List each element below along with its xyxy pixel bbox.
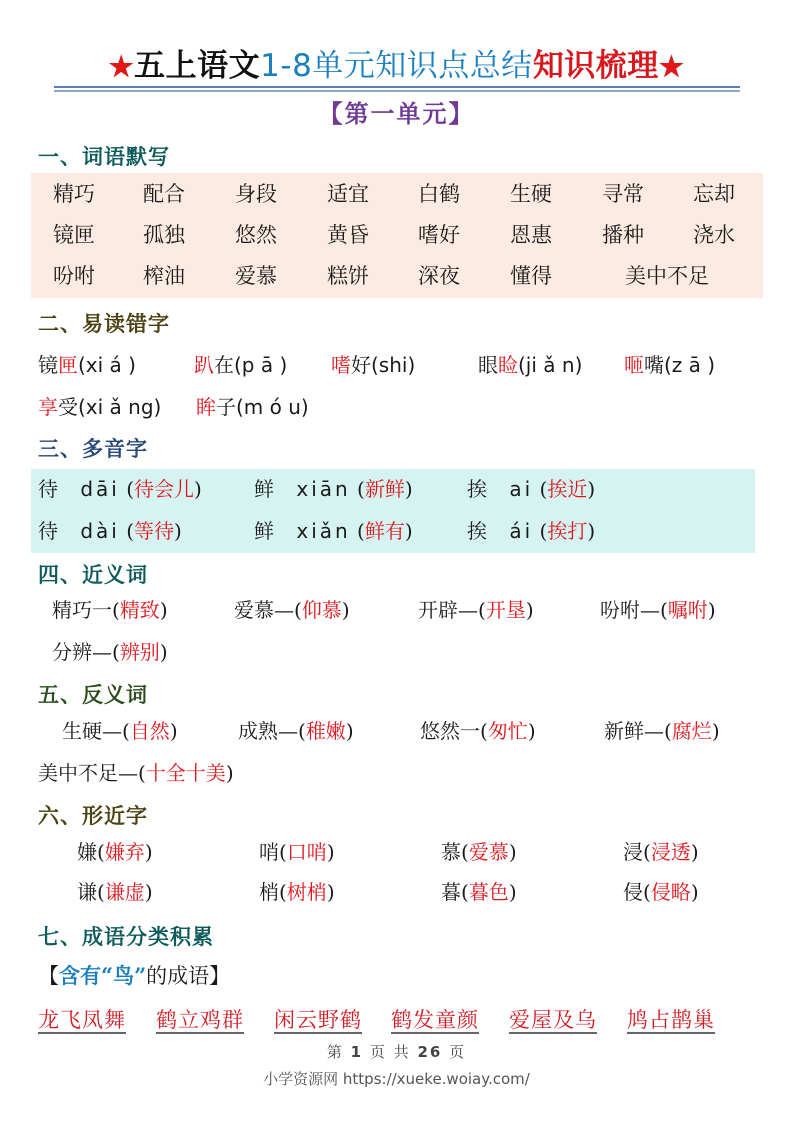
polyphone-char: 挨 xyxy=(467,477,487,501)
misread-item xyxy=(38,350,136,380)
page-label: 页 共 xyxy=(369,1043,411,1061)
vocab-word: 精巧 xyxy=(53,182,95,206)
page-indicator xyxy=(0,1041,793,1062)
vocab-word: 浇水 xyxy=(693,223,735,247)
vocab-word: 忘却 xyxy=(693,182,735,206)
page-label: 页 xyxy=(449,1043,467,1061)
synonym-word: 开辟— xyxy=(418,598,478,622)
vocab-word: 恩惠 xyxy=(510,223,552,247)
misread-pinyin: (z ā ) xyxy=(664,353,716,377)
vocab-word: 糕饼 xyxy=(327,264,369,288)
similar-char-word: 谦虚 xyxy=(104,880,145,904)
misread-pinyin: (shi) xyxy=(371,353,416,377)
antonym-item: 生硬—(自然) xyxy=(62,719,178,743)
vocab-word: 孤独 xyxy=(143,223,185,247)
misread-item xyxy=(38,392,161,422)
idiom: 鹤立鸡群 xyxy=(156,1008,244,1032)
synonym-answer: 辨别 xyxy=(119,640,160,664)
polyphone-word: 鲜有 xyxy=(364,519,405,543)
similar-char-item: 谦(谦虚) xyxy=(77,880,153,904)
vocab-word: 寻常 xyxy=(602,182,644,206)
synonym-answer: 仰慕 xyxy=(301,598,342,622)
page-label: 第 xyxy=(326,1043,344,1061)
section-heading-vocabulary: 一、词语默写 xyxy=(38,144,170,169)
similar-char-item: 慕(爱慕) xyxy=(441,840,517,864)
synonym-answer: 精致 xyxy=(119,598,160,622)
vocab-word: 适宜 xyxy=(327,182,369,206)
vocab-word: 吩咐 xyxy=(53,264,95,288)
similar-char: 哨 xyxy=(259,840,279,864)
vocab-word: 身段 xyxy=(235,182,277,206)
vocab-word: 悠然 xyxy=(235,223,277,247)
idiom-category-suffix: 的成语 xyxy=(146,964,210,988)
polyphone-char: 挨 xyxy=(467,519,487,543)
misread-pinyin: (xi á ) xyxy=(78,353,136,377)
antonym-answer: 稚嫩 xyxy=(305,719,346,743)
misread-item xyxy=(194,350,287,380)
synonym-answer: 开垦 xyxy=(485,598,526,622)
misread-item xyxy=(478,350,582,380)
synonym-item: 开辟—(开垦) xyxy=(418,598,534,622)
synonym-item: 爱慕—(仰慕) xyxy=(234,598,350,622)
similar-char-word: 侵略 xyxy=(650,880,691,904)
vocab-word: 黄昏 xyxy=(327,223,369,247)
misread-highlight: 咂 xyxy=(624,353,644,377)
star-icon: ★ xyxy=(658,50,685,83)
similar-char-item: 暮(暮色) xyxy=(441,880,517,904)
vocab-word: 白鹤 xyxy=(418,182,460,206)
misread-pinyin: (m ó u) xyxy=(236,395,309,419)
section-heading-similar-chars: 六、形近字 xyxy=(38,803,148,828)
polyphone-item: 挨 ái (挨打) xyxy=(467,519,596,543)
misread-char: 眼 xyxy=(478,353,498,377)
vocab-word: 嗜好 xyxy=(418,223,460,247)
polyphone-pinyin: xiǎn xyxy=(296,519,351,543)
similar-char-item: 梢(树梢) xyxy=(259,880,335,904)
polyphone-word: 待会儿 xyxy=(134,477,195,501)
similar-char-item: 嫌(嫌弃) xyxy=(77,840,153,864)
misread-char: 在 xyxy=(214,353,234,377)
misread-item xyxy=(331,350,415,380)
misread-highlight: 趴 xyxy=(194,353,214,377)
title-underline xyxy=(54,86,740,88)
similar-char: 慕 xyxy=(441,840,461,864)
title-part-summary: 知识梳理 xyxy=(532,48,659,84)
vocab-word: 配合 xyxy=(143,182,185,206)
similar-char-word: 浸透 xyxy=(650,840,691,864)
synonym-word: 精巧一 xyxy=(52,598,112,622)
bracket-open: 【 xyxy=(38,964,59,988)
polyphone-word: 挨近 xyxy=(547,477,588,501)
polyphone-pinyin: ái xyxy=(509,519,534,543)
polyphone-word: 等待 xyxy=(134,519,175,543)
antonym-item: 新鲜—(腐烂) xyxy=(604,719,720,743)
polyphone-item: 鲜 xiān (新鲜) xyxy=(254,477,413,501)
synonym-item: 精巧一(精致) xyxy=(52,598,168,622)
misread-item xyxy=(196,392,309,422)
polyphone-item: 鲜 xiǎn (鲜有) xyxy=(254,519,413,543)
similar-char-word: 口哨 xyxy=(286,840,327,864)
vocab-word: 榨油 xyxy=(143,264,185,288)
similar-char: 谦 xyxy=(77,880,97,904)
antonym-word: 成熟— xyxy=(238,719,298,743)
antonym-answer: 自然 xyxy=(129,719,170,743)
polyphone-pinyin: xiān xyxy=(296,477,351,501)
antonym-item: 美中不足—(十全十美) xyxy=(38,761,234,785)
vocab-word: 美中不足 xyxy=(625,264,709,288)
similar-char-word: 暮色 xyxy=(468,880,509,904)
similar-char-word: 嫌弃 xyxy=(104,840,145,864)
idiom: 闲云野鹤 xyxy=(274,1008,362,1032)
vocab-word: 爱慕 xyxy=(235,264,277,288)
similar-char: 暮 xyxy=(441,880,461,904)
section-heading-antonyms: 五、反义词 xyxy=(38,682,148,707)
misread-char: 好 xyxy=(351,353,371,377)
idiom: 爱屋及乌 xyxy=(509,1008,597,1032)
synonym-word: 分辨— xyxy=(52,640,112,664)
polyphone-item: 待 dài (等待) xyxy=(38,519,182,543)
polyphone-item: 挨 ai (挨近) xyxy=(467,477,596,501)
synonym-word: 吩咐— xyxy=(600,598,660,622)
misread-char: 子 xyxy=(216,395,236,419)
idiom: 鸠占鹊巢 xyxy=(627,1008,715,1032)
misread-char: 嘴 xyxy=(644,353,664,377)
misread-char: 受 xyxy=(58,395,78,419)
antonym-answer: 十全十美 xyxy=(145,761,226,785)
similar-char-word: 树梢 xyxy=(286,880,327,904)
vocab-word: 生硬 xyxy=(510,182,552,206)
idiom: 龙飞凤舞 xyxy=(38,1008,126,1032)
document-title xyxy=(0,44,793,88)
misread-char: 镜 xyxy=(38,353,58,377)
bracket-close: 】 xyxy=(209,964,231,988)
misread-highlight: 享 xyxy=(38,395,58,419)
antonym-word: 新鲜— xyxy=(604,719,664,743)
vocab-word: 播种 xyxy=(602,223,644,247)
vocab-word: 懂得 xyxy=(510,264,552,288)
section-heading-polyphones: 三、多音字 xyxy=(38,436,148,461)
polyphone-char: 鲜 xyxy=(254,477,274,501)
idiom: 鹤发童颜 xyxy=(391,1008,479,1032)
similar-char-item: 浸(浸透) xyxy=(623,840,699,864)
page-number: 1 xyxy=(350,1043,364,1061)
misread-pinyin: (p ā ) xyxy=(234,353,288,377)
unit-title: 【第一单元】 xyxy=(318,99,475,128)
title-part-grade: 五上语文 xyxy=(134,48,261,84)
misread-highlight: 眸 xyxy=(196,395,216,419)
synonym-item: 分辨—(辨别) xyxy=(52,640,168,664)
antonym-word: 生硬— xyxy=(62,719,122,743)
vocabulary-grid xyxy=(31,173,763,298)
page-total: 26 xyxy=(417,1043,443,1061)
section-heading-idioms: 七、成语分类积累 xyxy=(38,924,214,949)
similar-char: 侵 xyxy=(623,880,643,904)
polyphone-char: 鲜 xyxy=(254,519,274,543)
polyphone-pinyin: dài xyxy=(80,519,120,543)
polyphone-char: 待 xyxy=(38,477,58,501)
idiom-category-keyword: 含有“鸟” xyxy=(59,963,147,988)
title-part-units: 1-8单元知识点总结 xyxy=(260,48,533,84)
antonym-word: 美中不足— xyxy=(38,761,138,785)
misread-highlight: 嗜 xyxy=(331,353,351,377)
site-watermark: 小学资源网 https://xueke.woiay.com/ xyxy=(263,1070,530,1088)
similar-char: 浸 xyxy=(623,840,643,864)
star-icon: ★ xyxy=(108,50,135,83)
similar-char-item: 侵(侵略) xyxy=(623,880,699,904)
idiom-category-label xyxy=(38,961,230,991)
polyphone-word: 新鲜 xyxy=(364,477,405,501)
misread-highlight: 匣 xyxy=(58,353,78,377)
similar-char-item: 哨(口哨) xyxy=(259,840,335,864)
antonym-answer: 腐烂 xyxy=(671,719,712,743)
polyphone-word: 挨打 xyxy=(547,519,588,543)
section-heading-misread: 二、易读错字 xyxy=(38,311,170,336)
vocab-word: 深夜 xyxy=(418,264,460,288)
synonym-word: 爱慕— xyxy=(234,598,294,622)
polyphone-item: 待 dāi (待会儿) xyxy=(38,477,202,501)
title-underline xyxy=(54,90,740,92)
polyphone-char: 待 xyxy=(38,519,58,543)
misread-pinyin: (xi ǎ ng) xyxy=(78,395,162,419)
similar-char: 梢 xyxy=(259,880,279,904)
antonym-word: 悠然一 xyxy=(420,719,480,743)
synonym-answer: 嘱咐 xyxy=(667,598,708,622)
similar-char-word: 爱慕 xyxy=(468,840,509,864)
antonym-item: 悠然一(匆忙) xyxy=(420,719,536,743)
antonym-item: 成熟—(稚嫩) xyxy=(238,719,354,743)
antonym-answer: 匆忙 xyxy=(487,719,528,743)
synonym-item: 吩咐—(嘱咐) xyxy=(600,598,716,622)
misread-pinyin: (ji ǎ n) xyxy=(518,353,583,377)
polyphone-pinyin: dāi xyxy=(80,477,120,501)
similar-char: 嫌 xyxy=(77,840,97,864)
section-heading-synonyms: 四、近义词 xyxy=(38,562,148,587)
polyphone-pinyin: ai xyxy=(509,477,534,501)
vocab-word: 镜匣 xyxy=(53,223,95,247)
misread-item xyxy=(624,350,715,380)
misread-highlight: 睑 xyxy=(498,353,518,377)
